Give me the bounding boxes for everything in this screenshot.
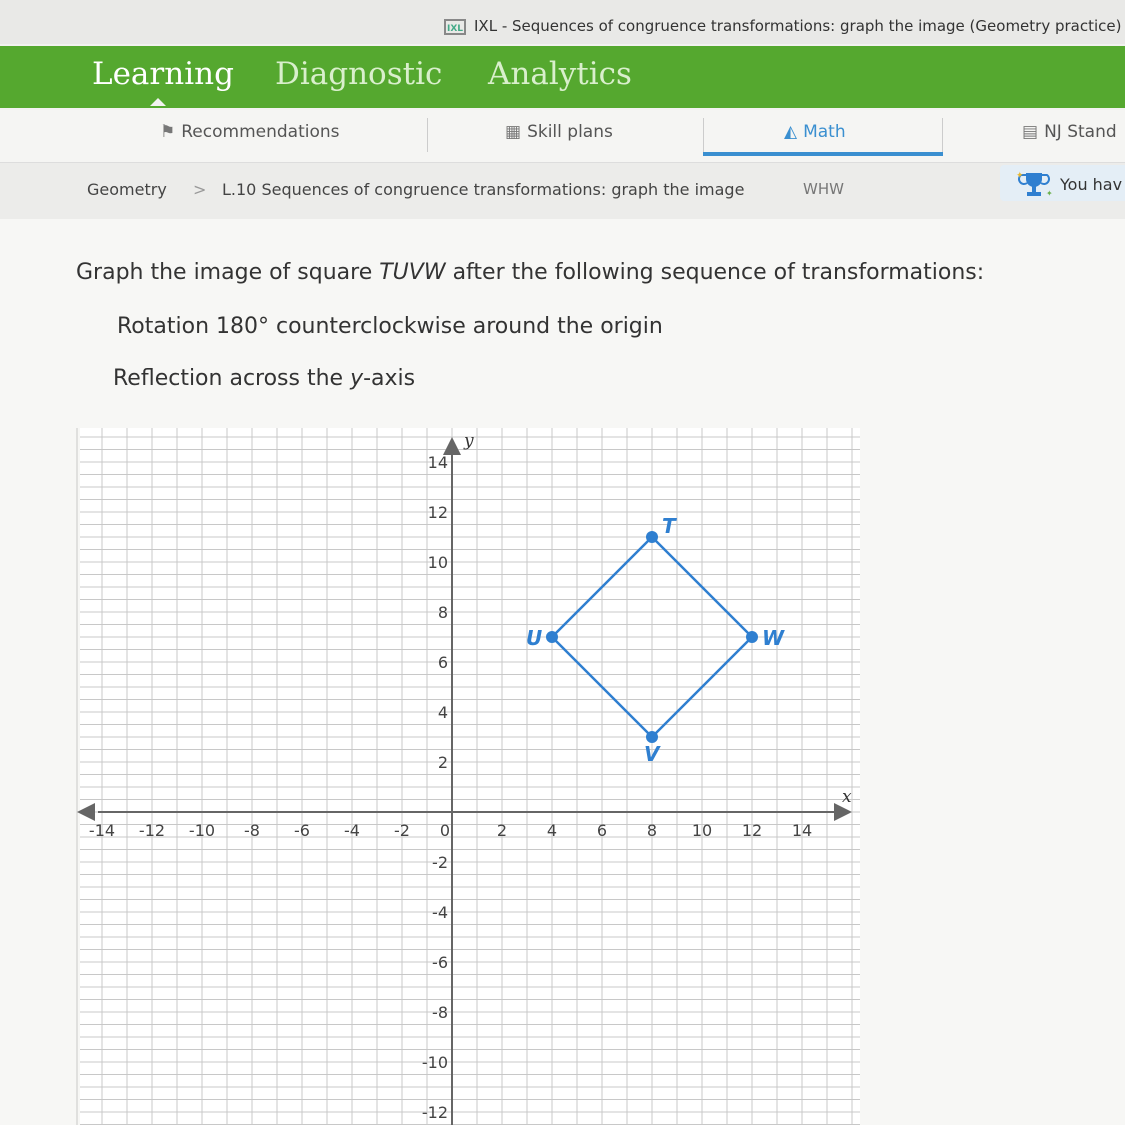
award-text: You hav — [1060, 175, 1123, 194]
x-tick-label: -6 — [294, 821, 310, 840]
tab-skill-plans[interactable] — [505, 122, 613, 142]
award-banner[interactable] — [1000, 165, 1125, 201]
tab-divider — [427, 118, 428, 152]
x-tick-label: 10 — [691, 821, 713, 840]
step2-end: -axis — [363, 366, 416, 391]
x-tick-label: 2 — [496, 821, 508, 840]
coordinate-graph[interactable] — [60, 420, 880, 1125]
nav-learning[interactable]: Learning — [92, 56, 234, 92]
vertex-label-w: W — [762, 626, 785, 650]
pyramid-icon: ◭ — [784, 122, 798, 142]
breadcrumb-skill: L.10 Sequences of congruence transformations: graph the image — [222, 180, 745, 199]
x-tick-label: -14 — [88, 821, 116, 840]
nav-diagnostic[interactable]: Diagnostic — [275, 56, 443, 92]
tab-recommendations-label: Recommendations — [181, 122, 340, 142]
x-tick-label: 4 — [546, 821, 558, 840]
prompt-start: Graph the image of square — [76, 260, 380, 285]
tab-divider — [942, 118, 943, 152]
y-tick-label: -8 — [432, 1003, 448, 1022]
signpost-icon: ⚑ — [160, 122, 176, 142]
trophy-icon — [1014, 170, 1054, 198]
y-tick-label: -4 — [432, 903, 448, 922]
active-tab-indicator — [703, 152, 943, 156]
vertex-label-u: U — [526, 626, 543, 650]
x-tick-label: -2 — [394, 821, 410, 840]
clipboard-icon: ▤ — [1022, 122, 1039, 142]
breadcrumb — [0, 163, 1125, 219]
y-tick-label: 8 — [437, 603, 448, 622]
tab-divider — [703, 118, 704, 152]
nav-analytics[interactable]: Analytics — [488, 56, 632, 92]
y-tick-label: -6 — [432, 953, 448, 972]
browser-tab-bar — [0, 0, 1125, 44]
ixl-logo-icon: IXL — [444, 19, 466, 35]
x-tick-label: 12 — [741, 821, 763, 840]
breadcrumb-geometry[interactable]: Geometry — [87, 180, 167, 199]
y-tick-label: 14 — [427, 453, 448, 472]
y-tick-label: 6 — [437, 653, 448, 672]
x-tick-label: 0 — [439, 821, 450, 840]
y-axis-label: y — [464, 431, 474, 451]
x-tick-label: 6 — [596, 821, 608, 840]
vertex-label-t: T — [662, 514, 676, 538]
svg-text:✦: ✦ — [1046, 189, 1053, 198]
x-tick-label: -10 — [188, 821, 216, 840]
x-tick-label: 14 — [791, 821, 813, 840]
x-axis-label: x — [842, 787, 852, 807]
tab-recommendations[interactable] — [160, 122, 340, 142]
y-tick-label: 4 — [437, 703, 448, 722]
y-tick-label: 10 — [427, 553, 448, 572]
vertex-point-w[interactable] — [746, 631, 758, 643]
step2-axis: y — [350, 366, 364, 391]
chevron-right-icon: > — [193, 180, 207, 199]
skill-plan-icon: ▦ — [505, 122, 522, 142]
transformation-step-2 — [113, 366, 415, 391]
question-prompt — [76, 260, 984, 285]
tab-math[interactable] — [784, 122, 846, 142]
y-tick-label: 12 — [427, 503, 448, 522]
x-tick-label: -12 — [138, 821, 166, 840]
tab-skill-plans-label: Skill plans — [527, 122, 613, 142]
vertex-label-v: V — [644, 742, 660, 766]
browser-tab[interactable] — [444, 17, 1121, 35]
sub-nav — [0, 110, 1125, 163]
tab-nj-standards[interactable] — [1022, 122, 1117, 142]
x-tick-label: -8 — [244, 821, 260, 840]
main-nav — [0, 46, 1125, 108]
y-tick-label: 2 — [437, 753, 448, 772]
transformation-step-1: Rotation 180° counterclockwise around the origin — [117, 314, 663, 339]
y-tick-label: -2 — [432, 853, 448, 872]
svg-text:✦: ✦ — [1016, 171, 1024, 181]
x-tick-label: -4 — [344, 821, 360, 840]
figure-name: TUVW — [379, 260, 446, 285]
tab-title: IXL - Sequences of congruence transformations: graph the image (Geometry practice) — [474, 17, 1122, 35]
prompt-end: after the following sequence of transformations: — [445, 260, 985, 285]
y-tick-label: -10 — [421, 1053, 448, 1072]
tab-math-label: Math — [803, 122, 846, 142]
vertex-point-t[interactable] — [646, 531, 658, 543]
y-tick-label: -12 — [421, 1103, 448, 1122]
tab-nj-standards-label: NJ Stand — [1044, 122, 1117, 142]
step2-start: Reflection across the — [113, 366, 351, 391]
graph-background[interactable] — [80, 428, 860, 1125]
x-tick-label: 8 — [646, 821, 658, 840]
skill-code: WHW — [803, 180, 844, 198]
vertex-point-u[interactable] — [546, 631, 558, 643]
